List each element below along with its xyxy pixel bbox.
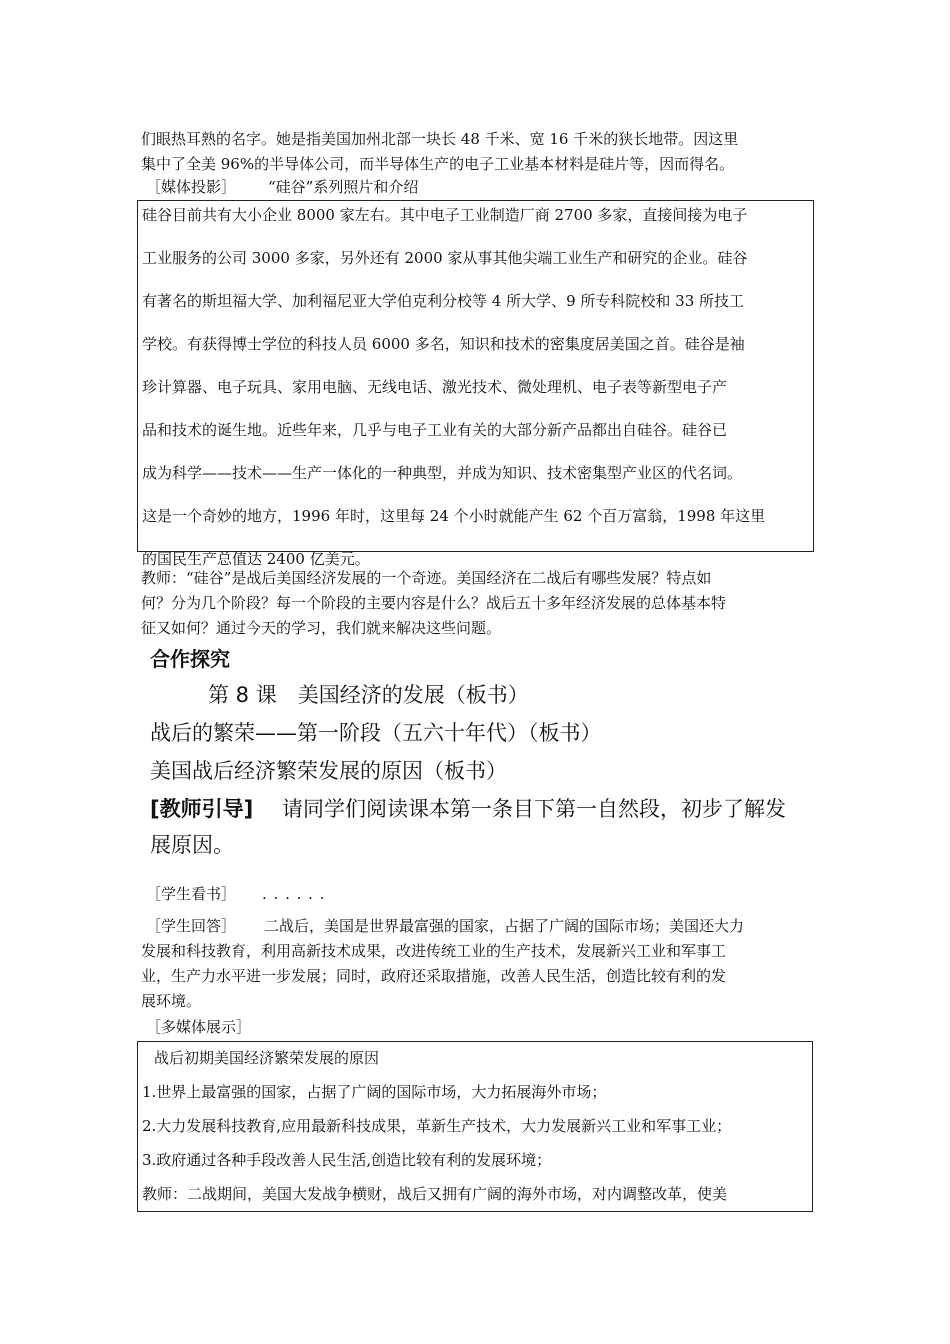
box1-line: 成为科学——技术——生产一体化的一种典型，并成为知识、技术密集型产业区的代名词。 bbox=[142, 464, 743, 482]
multimedia-label: ［多媒体展示］ bbox=[146, 1018, 252, 1036]
box1-line: 珍计算器、电子玩具、家用电脑、无线电话、激光技术、微处理机、电子表等新型电子产 bbox=[142, 378, 728, 396]
reasons-teacher-note: 教师：二战期间，美国大发战争横财，战后又拥有广阔的海外市场，对内调整改革，使美 bbox=[142, 1185, 728, 1203]
student-answer-line-4: 展环境。 bbox=[141, 992, 202, 1010]
teacher-paragraph-line-2: 何？分为几个阶段？每一个阶段的主要内容是什么？战后五十多年经济发展的总体基本特 bbox=[141, 594, 727, 612]
reasons-item: 1.世界上最富强的国家，占据了广阔的国际市场，大力拓展海外市场； bbox=[142, 1083, 607, 1101]
box1-line: 的国民生产总值达 2400 亿美元。 bbox=[142, 550, 370, 568]
media-projection-caption: “硅谷”系列照片和介绍 bbox=[268, 178, 419, 196]
box1-line: 工业服务的公司 3000 多家，另外还有 2000 家从事其他尖端工业生产和研究的企业。硅谷 bbox=[142, 249, 748, 267]
silicon-valley-info-box bbox=[137, 200, 814, 568]
student-answer-label: ［学生回答］ bbox=[146, 917, 237, 935]
lesson-heading: 第 8 课 美国经济的发展（板书） bbox=[208, 683, 529, 707]
box1-line: 品和技术的诞生地。近些年来，几乎与电子工业有关的大部分新产品都出自硅谷。硅谷已 bbox=[142, 421, 728, 439]
intro-line-2: 集中了全美 96%的半导体公司，而半导体生产的电子工业基本材料是硅片等，因而得名。 bbox=[141, 155, 735, 173]
student-read-label: ［学生看书］ bbox=[146, 885, 237, 903]
reason-heading: 美国战后经济繁荣发展的原因（板书） bbox=[150, 759, 507, 783]
box1-line: 硅谷目前共有大小企业 8000 家左右。其中电子工业制造厂商 2700 多家，直接间接为电子 bbox=[142, 206, 748, 224]
teacher-guide-label: [教师引导] bbox=[150, 797, 254, 821]
reasons-box-title: 战后初期美国经济繁荣发展的原因 bbox=[154, 1049, 380, 1067]
reasons-box bbox=[137, 1041, 813, 1212]
box1-line: 有著名的斯坦福大学、加利福尼亚大学伯克利分校等 4 所大学、9 所专科院校和 33 所技工 bbox=[142, 292, 745, 310]
student-answer-line-1: 二战后，美国是世界最富强的国家，占据了广阔的国际市场；美国还大力 bbox=[264, 917, 745, 935]
reasons-item: 2.大力发展科技教育,应用最新科技成果，革新生产技术，大力发展新兴工业和军事工业； bbox=[142, 1117, 732, 1135]
teacher-guide-continuation: 展原因。 bbox=[150, 833, 234, 857]
reasons-item: 3.政府通过各种手段改善人民生活,创造比较有利的发展环境； bbox=[142, 1151, 552, 1169]
box1-line: 学校。有获得博士学位的科技人员 6000 多名，知识和技术的密集度居美国之首。硅谷是袖 bbox=[142, 335, 745, 353]
box1-line: 这是一个奇妙的地方，1996 年时，这里每 24 个小时就能产生 62 个百万富翁，1998 年这里 bbox=[142, 507, 766, 525]
teacher-guide-text: 请同学们阅读课本第一条目下第一自然段，初步了解发 bbox=[282, 797, 786, 821]
student-answer-line-2: 发展和科技教育，利用高新技术成果，改进传统工业的生产技术，发展新兴工业和军事工 bbox=[141, 942, 727, 960]
section-title: 合作探究 bbox=[150, 647, 230, 671]
media-projection-label: ［媒体投影］ bbox=[146, 178, 237, 196]
teacher-paragraph-line-3: 征又如何？通过今天的学习，我们就来解决这些问题。 bbox=[141, 619, 502, 637]
teacher-paragraph-line-1: 教师：“硅谷”是战后美国经济发展的一个奇迹。美国经济在二战后有哪些发展？特点如 bbox=[141, 569, 712, 587]
student-answer-line-3: 业，生产力水平进一步发展；同时，政府还采取措施，改善人民生活，创造比较有利的发 bbox=[141, 967, 727, 985]
student-read-dots: . . . . . . bbox=[262, 885, 326, 903]
intro-line-1: 们眼热耳熟的名字。她是指美国加州北部一块长 48 千米、宽 16 千米的狭长地带。因这里 bbox=[141, 130, 739, 148]
stage-heading: 战后的繁荣——第一阶段（五六十年代）（板书） bbox=[150, 721, 602, 745]
